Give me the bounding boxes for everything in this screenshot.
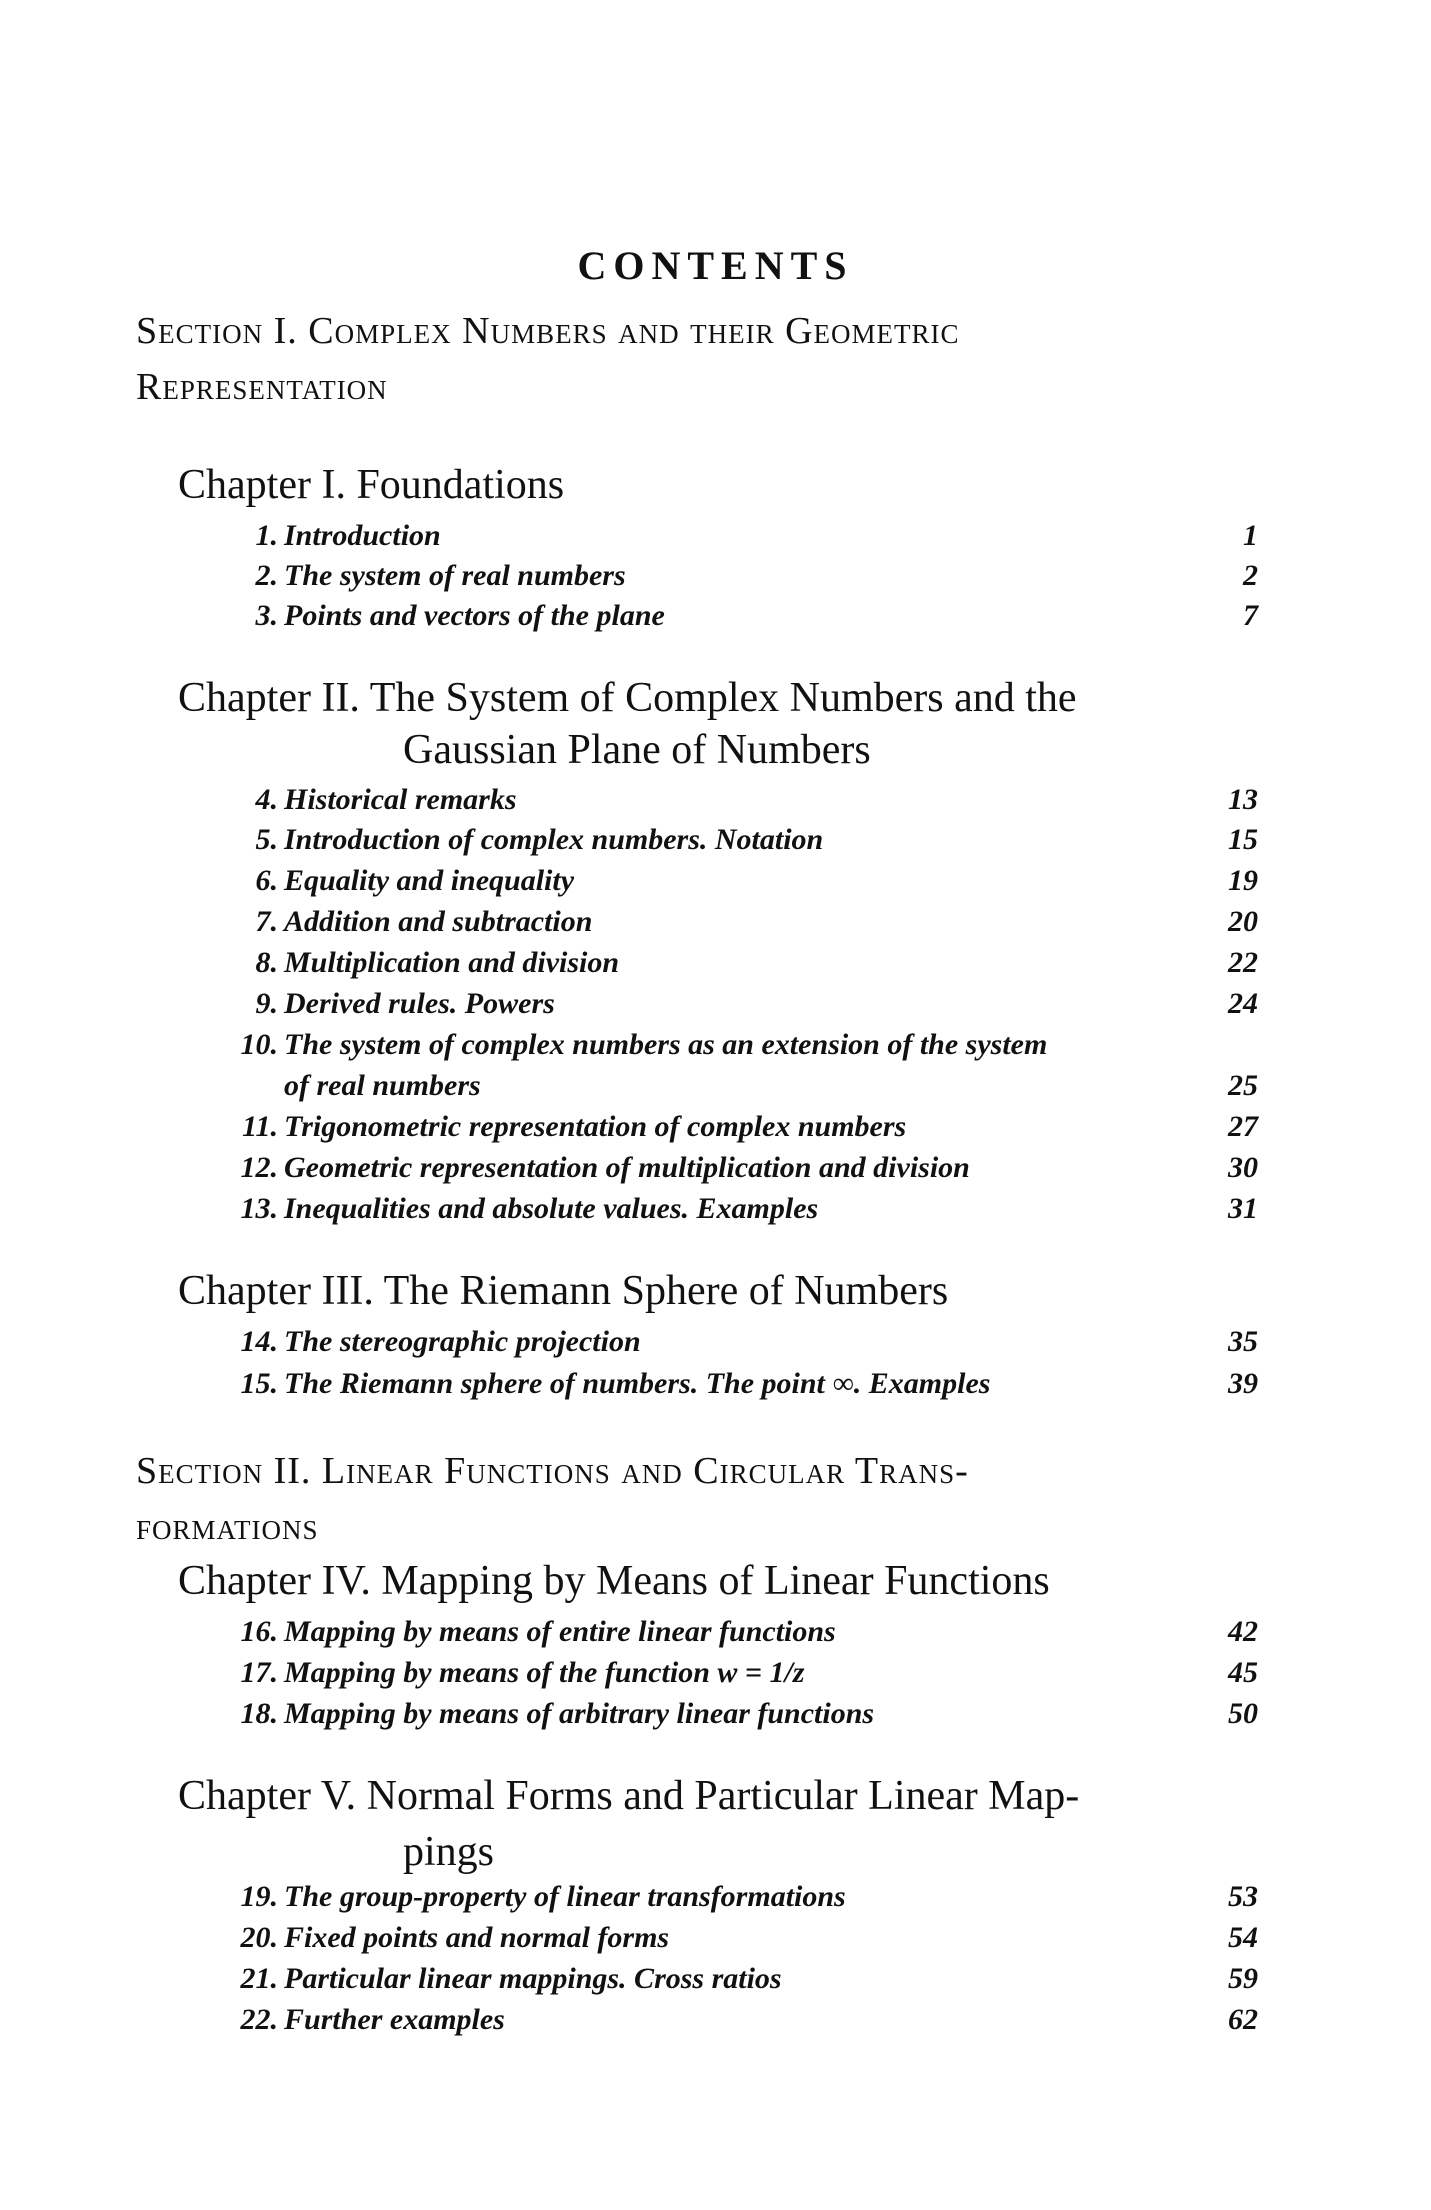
entry-title: The group-property of linear transformations bbox=[284, 1880, 846, 1913]
entry-title: Particular linear mappings. Cross ratios bbox=[284, 1962, 782, 1995]
chapter-heading-line bbox=[178, 672, 1258, 724]
entry-title: Mapping by means of the function w = 1/z bbox=[284, 1656, 805, 1689]
entry-number: 16. bbox=[240, 1615, 278, 1648]
entry-number: 5. bbox=[255, 823, 278, 856]
entry-page: 45 bbox=[1228, 1656, 1258, 1689]
section-heading-line: Section II. Linear Functions and Circular Trans- bbox=[136, 1450, 969, 1492]
section-heading bbox=[136, 303, 1236, 415]
toc-entry[interactable] bbox=[178, 1322, 1258, 1362]
entry-number: 13. bbox=[240, 1192, 278, 1225]
toc-entry[interactable] bbox=[178, 1653, 1258, 1693]
entry-page: 53 bbox=[1228, 1880, 1258, 1913]
entry-number: 20. bbox=[240, 1921, 278, 1954]
entry-number: 6. bbox=[255, 864, 278, 897]
toc-entry[interactable] bbox=[178, 1364, 1258, 1404]
toc-entry[interactable] bbox=[178, 943, 1258, 983]
entry-title: Historical remarks bbox=[284, 783, 517, 816]
section-heading-line: Section I. Complex Numbers and their Geometric bbox=[136, 310, 960, 352]
entry-title: Trigonometric representation of complex numbers bbox=[284, 1110, 907, 1143]
entry-title: Fixed points and normal forms bbox=[284, 1921, 670, 1954]
entry-number: 8. bbox=[255, 946, 278, 979]
entry-page: 22 bbox=[1228, 946, 1258, 979]
entry-number: 7. bbox=[255, 905, 278, 938]
section-heading-line: Representation bbox=[136, 366, 388, 408]
toc-entry[interactable] bbox=[178, 1877, 1258, 1917]
chapter-number: Chapter II. bbox=[178, 675, 360, 721]
entry-page: 39 bbox=[1228, 1367, 1258, 1400]
toc-entry[interactable] bbox=[178, 1107, 1258, 1147]
entry-page: 62 bbox=[1228, 2003, 1258, 2036]
entry-page: 54 bbox=[1228, 1921, 1258, 1954]
entry-number: 2. bbox=[255, 559, 278, 592]
entry-title: The Riemann sphere of numbers. The point ∞. Examples bbox=[284, 1367, 991, 1400]
chapter-heading: Chapter I. Foundations bbox=[178, 462, 565, 508]
toc-entry[interactable] bbox=[178, 780, 1258, 820]
entry-number: 11. bbox=[242, 1110, 278, 1143]
toc-entry[interactable] bbox=[178, 1959, 1258, 1999]
entry-title: The system of complex numbers as an extension of the system bbox=[284, 1028, 1048, 1061]
entry-title: Equality and inequality bbox=[284, 864, 575, 897]
entry-title: Points and vectors of the plane bbox=[284, 599, 665, 632]
entry-title: Mapping by means of arbitrary linear functions bbox=[284, 1697, 875, 1730]
entry-number: 14. bbox=[240, 1325, 278, 1358]
toc-entry[interactable] bbox=[178, 1025, 1258, 1065]
toc-entry[interactable] bbox=[178, 556, 1258, 596]
chapter-heading bbox=[178, 1770, 1258, 1878]
entry-number: 17. bbox=[240, 1656, 278, 1689]
entry-page: 42 bbox=[1228, 1615, 1258, 1648]
toc-entry[interactable] bbox=[178, 1918, 1258, 1958]
entry-title: Addition and subtraction bbox=[284, 905, 593, 938]
toc-entry[interactable] bbox=[178, 516, 1258, 556]
entry-title: Geometric representation of multiplication and division bbox=[284, 1151, 970, 1184]
entry-title: Derived rules. Powers bbox=[284, 987, 555, 1020]
entry-page: 25 bbox=[1228, 1069, 1258, 1102]
entry-page: 31 bbox=[1228, 1192, 1258, 1225]
entry-page: 13 bbox=[1228, 783, 1258, 816]
toc-entry[interactable] bbox=[178, 1612, 1258, 1652]
entry-page: 59 bbox=[1228, 1962, 1258, 1995]
chapter-heading bbox=[178, 672, 1258, 776]
toc-entry[interactable] bbox=[178, 902, 1258, 942]
entry-title: Inequalities and absolute values. Examples bbox=[284, 1192, 819, 1225]
entry-page: 24 bbox=[1228, 987, 1258, 1020]
page-title: CONTENTS bbox=[577, 243, 854, 288]
section-heading-line: formations bbox=[136, 1506, 319, 1548]
entry-number: 4. bbox=[255, 783, 278, 816]
toc-entry[interactable] bbox=[178, 2000, 1258, 2040]
entry-page: 15 bbox=[1228, 823, 1258, 856]
entry-page: 7 bbox=[1243, 599, 1258, 632]
entry-number: 19. bbox=[240, 1880, 278, 1913]
entry-number: 3. bbox=[255, 599, 278, 632]
toc-entry[interactable] bbox=[178, 596, 1258, 636]
entry-page: 30 bbox=[1228, 1151, 1258, 1184]
entry-number: 10. bbox=[240, 1028, 278, 1061]
entry-number: 1. bbox=[255, 519, 278, 552]
toc-entry-continuation[interactable] bbox=[284, 1066, 1258, 1106]
entry-title: Introduction bbox=[284, 519, 441, 552]
chapter-title-line: Gaussian Plane of Numbers bbox=[403, 727, 871, 773]
entry-title: Further examples bbox=[284, 2003, 505, 2036]
entry-number: 21. bbox=[240, 1962, 278, 1995]
entry-title: Introduction of complex numbers. Notation bbox=[284, 823, 824, 856]
entry-number: 18. bbox=[240, 1697, 278, 1730]
entry-title: Multiplication and division bbox=[284, 946, 620, 979]
toc-entry[interactable] bbox=[178, 1189, 1258, 1229]
chapter-title-line: The System of Complex Numbers and the bbox=[369, 675, 1077, 721]
chapter-title-line: pings bbox=[403, 1829, 495, 1875]
chapter-title-line: Chapter V. Normal Forms and Particular Linear Map- bbox=[178, 1773, 1080, 1819]
entry-number: 12. bbox=[240, 1151, 278, 1184]
entry-number: 22. bbox=[240, 2003, 278, 2036]
chapter-heading: Chapter III. The Riemann Sphere of Numbers bbox=[178, 1268, 949, 1314]
entry-page: 1 bbox=[1243, 519, 1258, 552]
toc-entry[interactable] bbox=[178, 1694, 1258, 1734]
toc-entry[interactable] bbox=[178, 820, 1258, 860]
entry-number: 15. bbox=[240, 1367, 278, 1400]
entry-title: Mapping by means of entire linear functions bbox=[284, 1615, 836, 1648]
entry-title: The stereographic projection bbox=[284, 1325, 641, 1358]
toc-entry[interactable] bbox=[178, 861, 1258, 901]
chapter-heading: Chapter IV. Mapping by Means of Linear Functions bbox=[178, 1558, 1050, 1604]
entry-page: 35 bbox=[1228, 1325, 1258, 1358]
section-heading bbox=[136, 1443, 1236, 1555]
entry-title: The system of real numbers bbox=[284, 559, 626, 592]
entry-page: 27 bbox=[1228, 1110, 1258, 1143]
toc-entry[interactable] bbox=[178, 984, 1258, 1024]
toc-entry[interactable] bbox=[178, 1148, 1258, 1188]
entry-page: 19 bbox=[1228, 864, 1258, 897]
entry-page: 20 bbox=[1228, 905, 1258, 938]
entry-page: 50 bbox=[1228, 1697, 1258, 1730]
entry-title-continuation: of real numbers bbox=[284, 1069, 481, 1102]
entry-page: 2 bbox=[1243, 559, 1258, 592]
entry-number: 9. bbox=[255, 987, 278, 1020]
